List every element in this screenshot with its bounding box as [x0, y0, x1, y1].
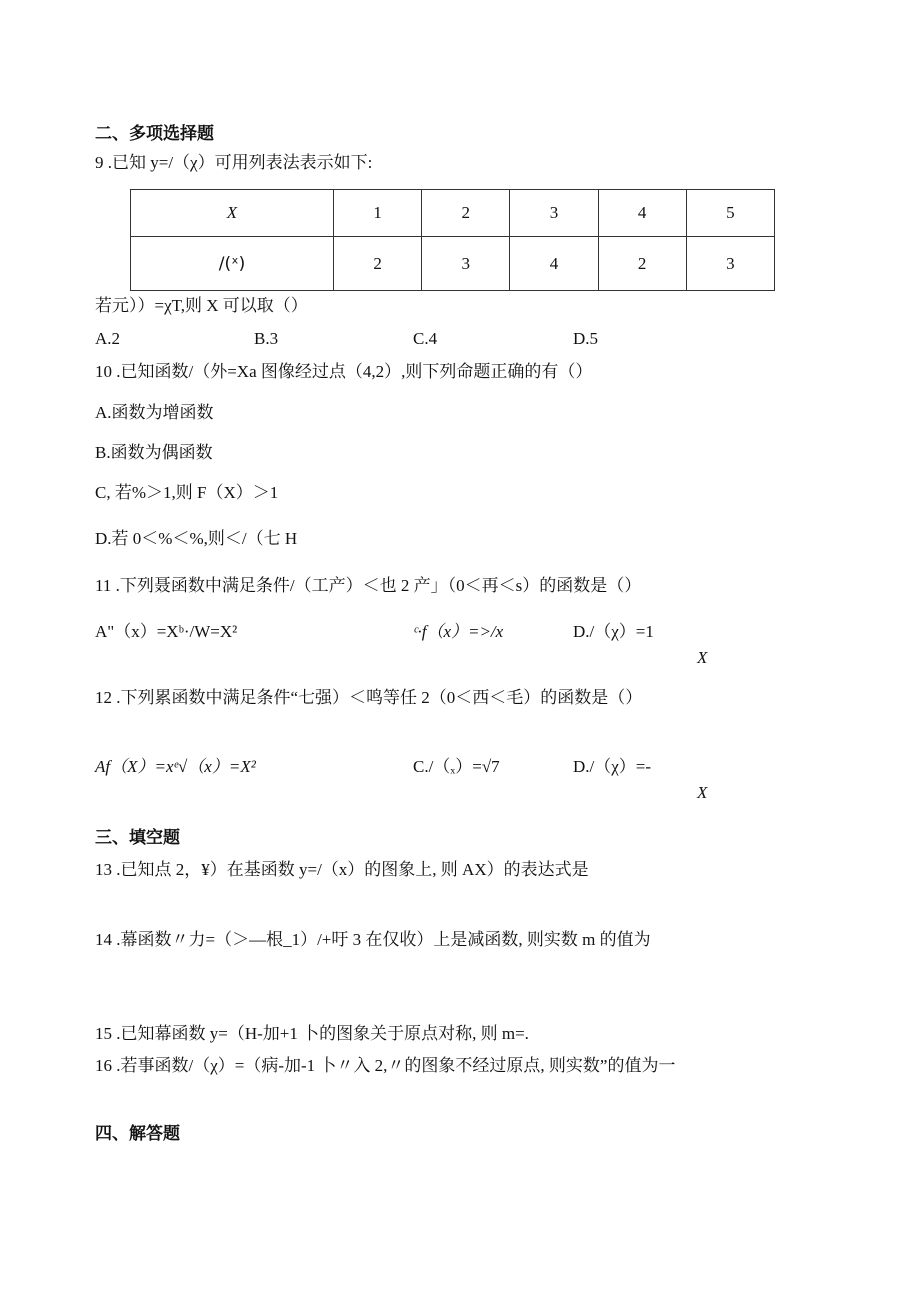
q10-stem: 10 .已知函数/（外=Xa 图像经过点（4,2）,则下列命题正确的有（）: [95, 362, 593, 381]
table-row: [131, 237, 775, 291]
q11-option-a: A"（x）=Xᵇ·/W=X²: [95, 622, 238, 641]
table-cell: 5: [686, 190, 774, 237]
q10-option-c: C, 若%＞1,则 F（X）＞1: [95, 483, 279, 502]
q9-option-d: D.5: [573, 329, 599, 348]
table-cell: 4: [598, 190, 686, 237]
q10-option-d: D.若 0＜%＜%,则＜/（七 H: [95, 529, 298, 548]
table-cell: 3: [422, 237, 510, 291]
table-cell: 3: [510, 190, 598, 237]
q9-stem: 9 .已知 y=/（χ）可用列表法表示如下:: [95, 153, 373, 172]
q9-condition: 若元））=χT,则 X 可以取（）: [95, 296, 308, 315]
q11-option-d: D./（χ）=1: [573, 622, 654, 641]
table-cell: 2: [598, 237, 686, 291]
table-cell: X: [131, 190, 334, 237]
section-heading-multiple-choice: 二、多项选择题: [95, 124, 214, 144]
q9-option-a: A.2: [95, 329, 121, 348]
value-table: [130, 189, 775, 291]
table-cell: 4: [510, 237, 598, 291]
q12-option-d-denominator: X: [697, 783, 708, 802]
q15-stem: 15 .已知幕函数 y=（H-加+1 卜的图象关于原点对称, 则 m=.: [95, 1024, 529, 1043]
q11-stem: 11 .下列聂函数中满足条件/（工产）＜也 2 产」（0＜再＜s）的函数是（）: [95, 576, 642, 595]
section-heading-fill-blank: 三、填空题: [95, 828, 180, 848]
table-header-row: [131, 190, 775, 237]
q10-option-b: B.函数为偶函数: [95, 443, 213, 462]
table-cell: 2: [422, 190, 510, 237]
q12-option-d: D./（χ）=-: [573, 757, 652, 776]
section-heading-answer: 四、解答题: [95, 1124, 180, 1144]
q9-option-b: B.3: [254, 329, 279, 348]
table-cell: /(ˣ): [131, 237, 334, 291]
table-cell: 2: [334, 237, 422, 291]
q12-option-c: C./（ₓ）=√7: [413, 757, 500, 776]
q16-stem: 16 .若事函数/（χ）=（病-加-1 卜〃入 2,〃的图象不经过原点, 则实数”的值为一: [95, 1056, 676, 1075]
table-cell: 1: [334, 190, 422, 237]
q13-stem: 13 .已知点 2，¥）在基函数 y=/（x）的图象上, 则 AX）的表达式是: [95, 860, 589, 879]
q12-option-a: Af（X）=xᵉ√（x）=X²: [95, 757, 256, 776]
q12-stem: 12 .下列累函数中满足条件“七强）＜鸣等任 2（0＜西＜毛）的函数是（）: [95, 688, 643, 707]
q11-option-d-denominator: X: [697, 648, 708, 667]
table-cell: 3: [686, 237, 774, 291]
q9-option-c: C.4: [413, 329, 438, 348]
q10-option-a: A.函数为增函数: [95, 403, 214, 422]
q11-option-c: ᶜ·f（x）=>/x: [413, 622, 504, 641]
q14-stem: 14 .幕函数〃力=（＞—根_1）/+吁 3 在仅收）上是减函数, 则实数 m 的值为: [95, 930, 651, 949]
